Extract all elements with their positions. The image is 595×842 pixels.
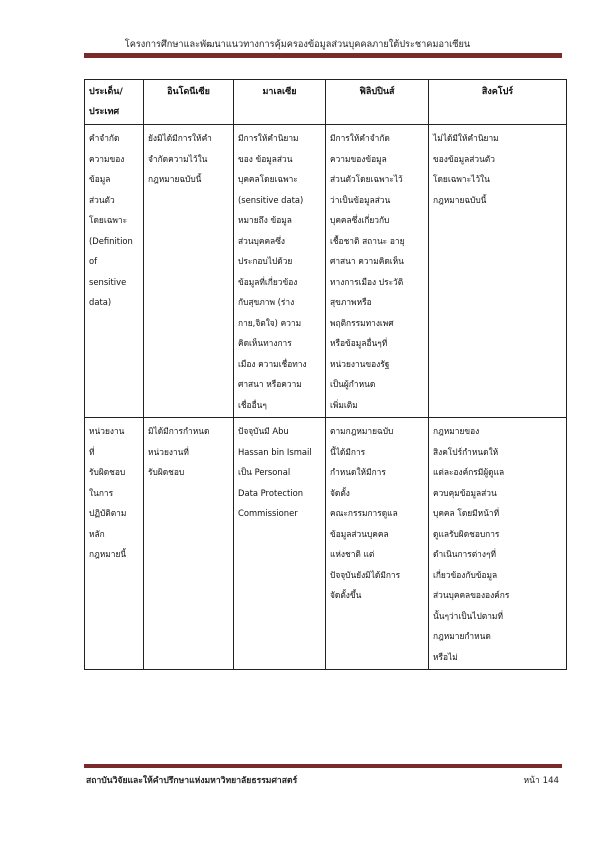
cell-text-line: กฎหมายของ	[433, 426, 480, 436]
cell-text-line: จำกัดความไว้ใน	[148, 153, 208, 164]
cell-text-line: ประกอบไปด้วย	[238, 256, 293, 266]
cell-text-line: ข้อมูลที่เกี่ยวข้อง	[238, 276, 298, 287]
cell-text-line: ข้อมูลส่วนบุคคล	[330, 528, 389, 539]
cell-text-line: แห่งชาติ แต่	[330, 549, 375, 559]
table-cell-malaysia	[234, 418, 326, 670]
cell-text-line: ของ ข้อมูลส่วน	[238, 153, 293, 164]
column-header-indonesia: อินโดนีเซีย	[144, 80, 234, 125]
cell-text-line: จัดตั้งขึ้น	[330, 590, 362, 600]
cell-text-line: จัดตั้ง	[330, 487, 350, 498]
cell-text-line: data)	[89, 297, 112, 307]
cell-text-line: ปัจจุบันยังมิได้มีการ	[330, 569, 401, 580]
cell-text-line: ตามกฎหมายฉบับ	[330, 426, 394, 436]
cell-text-line: หน่วยงานของรัฐ	[330, 358, 390, 369]
cell-text-line: หรือข้อมูลอื่นๆที่	[330, 338, 388, 348]
cell-text-line: มิได้มีการกำหนด	[148, 426, 210, 436]
table-cell-singapore	[429, 125, 567, 418]
cell-text-line: เพิ่มเติม	[330, 399, 358, 410]
cell-text-line: ทางการเมือง ประวัติ	[330, 276, 404, 287]
cell-text-line: (sensitive data)	[238, 194, 304, 205]
cell-text-line: บุคคลโดยเฉพาะ	[238, 174, 298, 184]
cell-text-line: ในการ	[89, 487, 114, 498]
cell-text-line: กาย,จิตใจ) ความ	[238, 317, 302, 328]
running-header: โครงการศึกษาและพัฒนาแนวทางการคุ้มครองข้อมูลส่วนบุคคลภายใต้ประชาคมอาเซียน	[124, 39, 471, 50]
cell-text-line: โดยเฉพาะไว้ใน	[433, 174, 490, 184]
column-header-issue-country: ประเด็น/ประเทศ	[85, 80, 144, 125]
cell-text-line: เชื่ออื่นๆ	[238, 399, 267, 410]
table-cell-indonesia	[144, 418, 234, 670]
cell-text-line: หน่วยงาน	[89, 426, 125, 436]
cell-text-line: ส่วนตัวโดยเฉพาะไว้	[330, 174, 403, 184]
column-header-singapore: สิงคโปร์	[429, 80, 567, 125]
cell-text-line: คณะกรรมการดูแล	[330, 508, 398, 518]
cell-text-line: ยังมิได้มีการให้คำ	[148, 133, 212, 143]
page-number: หน้า 144	[523, 776, 559, 786]
cell-text-line: sensitive	[89, 276, 127, 287]
cell-text-line: หมายถึง ข้อมูล	[238, 215, 292, 225]
cell-text-line: ที่	[89, 446, 95, 457]
comparison-table	[84, 79, 567, 670]
cell-text-line: เชื้อชาติ สถานะ อายุ	[330, 235, 405, 246]
cell-text-line: ดำเนินการต่างๆที่	[433, 549, 496, 559]
cell-text-line: ไม่ได้มีให้คำนิยาม	[433, 133, 499, 143]
cell-text-line: เป็น Personal	[238, 467, 291, 477]
cell-text-line: หรือไม่	[433, 651, 458, 662]
table-header-row	[85, 80, 567, 125]
cell-text-line: ความของ	[89, 153, 125, 164]
cell-text-line: หลัก	[89, 528, 105, 539]
cell-text-line: พฤติกรรมทางเพศ	[330, 317, 394, 328]
cell-text-line: Hassan bin Ismail	[238, 446, 312, 457]
cell-text-line: ส่วนบุคคลขององค์กร	[433, 590, 510, 600]
table-cell-singapore	[429, 418, 567, 670]
table-row	[85, 418, 567, 670]
cell-text-line: (Definition	[89, 235, 133, 246]
cell-text-line: บุคคล โดยมีหน้าที่	[433, 508, 500, 518]
cell-text-line: of	[89, 256, 98, 266]
cell-text-line: เมือง ความเชื่อทาง	[238, 358, 307, 369]
cell-text-line: กฎหมายนี้	[89, 549, 127, 559]
cell-text-line: ปฏิบัติตาม	[89, 508, 127, 518]
cell-text-line: รับผิดชอบ	[148, 467, 185, 477]
cell-text-line: ส่วนตัว	[89, 194, 115, 205]
cell-text-line: ปัจจุบันมี Abu	[238, 426, 289, 436]
cell-text-line: คิดเห็นทางการ	[238, 338, 292, 348]
cell-text-line: กฎหมายฉบับนี้	[433, 194, 487, 205]
cell-text-line: บุคคลซึ่งเกี่ยวกับ	[330, 215, 390, 225]
cell-text-line: ความของข้อมูล	[330, 153, 387, 164]
cell-text-line: เกี่ยวข้องกับข้อมูล	[433, 569, 498, 580]
cell-text-line: ส่วนบุคคลซึ่ง	[238, 235, 285, 246]
footer-institute: สถาบันวิจัยและให้คำปรึกษาแห่งมหาวิทยาลัยธรรมศาสตร์	[86, 776, 298, 786]
cell-text-line: Data Protection	[238, 487, 304, 498]
cell-text-line: สิงคโปร์กำหนดให้	[433, 446, 499, 457]
cell-text-line: เป็นผู้กำหนด	[330, 379, 376, 389]
cell-text-line: โดยเฉพาะ	[89, 215, 128, 225]
cell-text-line: กฎหมายกำหนด	[433, 631, 491, 641]
cell-text-line: ศาสนา หรือความ	[238, 379, 302, 389]
header-rule	[84, 53, 562, 58]
cell-text-line: ควบคุมข้อมูลส่วน	[433, 487, 497, 498]
table-cell-malaysia	[234, 125, 326, 418]
table-row	[85, 125, 567, 418]
cell-text-line: แต่ละองค์กรมีผู้ดูแล	[433, 467, 505, 477]
cell-text-line: กำหนดให้มีการ	[330, 467, 386, 477]
cell-text-line: นั้นๆว่าเป็นไปตามที่	[433, 610, 503, 621]
cell-text-line: สุขภาพหรือ	[330, 297, 372, 307]
cell-text-line: Commissioner	[238, 508, 298, 518]
column-header-philippines: ฟิลิปปินส์	[326, 80, 429, 125]
cell-text-line: กับสุขภาพ (ร่าง	[238, 297, 295, 307]
cell-text-line: หน่วยงานที่	[148, 446, 189, 457]
table-cell-indonesia	[144, 125, 234, 418]
cell-text-line: รับผิดชอบ	[89, 467, 126, 477]
footer-rule	[84, 764, 562, 768]
column-header-malaysia: มาเลเซีย	[234, 80, 326, 125]
cell-text-line: มีการให้คำนิยาม	[238, 133, 299, 143]
table-cell-issue	[85, 125, 144, 418]
table-cell-philippines	[326, 418, 429, 670]
cell-text-line: ศาสนา ความคิดเห็น	[330, 256, 404, 266]
cell-text-line: ข้อมูล	[89, 174, 111, 184]
cell-text-line: กฎหมายฉบับนี้	[148, 174, 202, 184]
cell-text-line: มีการให้คำจำกัด	[330, 133, 390, 143]
cell-text-line: นี้ได้มีการ	[330, 446, 366, 457]
cell-text-line: ดูแลรับผิดชอบการ	[433, 528, 500, 539]
cell-text-line: คำจำกัด	[89, 133, 120, 143]
table-cell-philippines	[326, 125, 429, 418]
cell-text-line: ของข้อมูลส่วนตัว	[433, 153, 495, 164]
table-cell-issue	[85, 418, 144, 670]
cell-text-line: ว่าเป็นข้อมูลส่วน	[330, 194, 391, 205]
